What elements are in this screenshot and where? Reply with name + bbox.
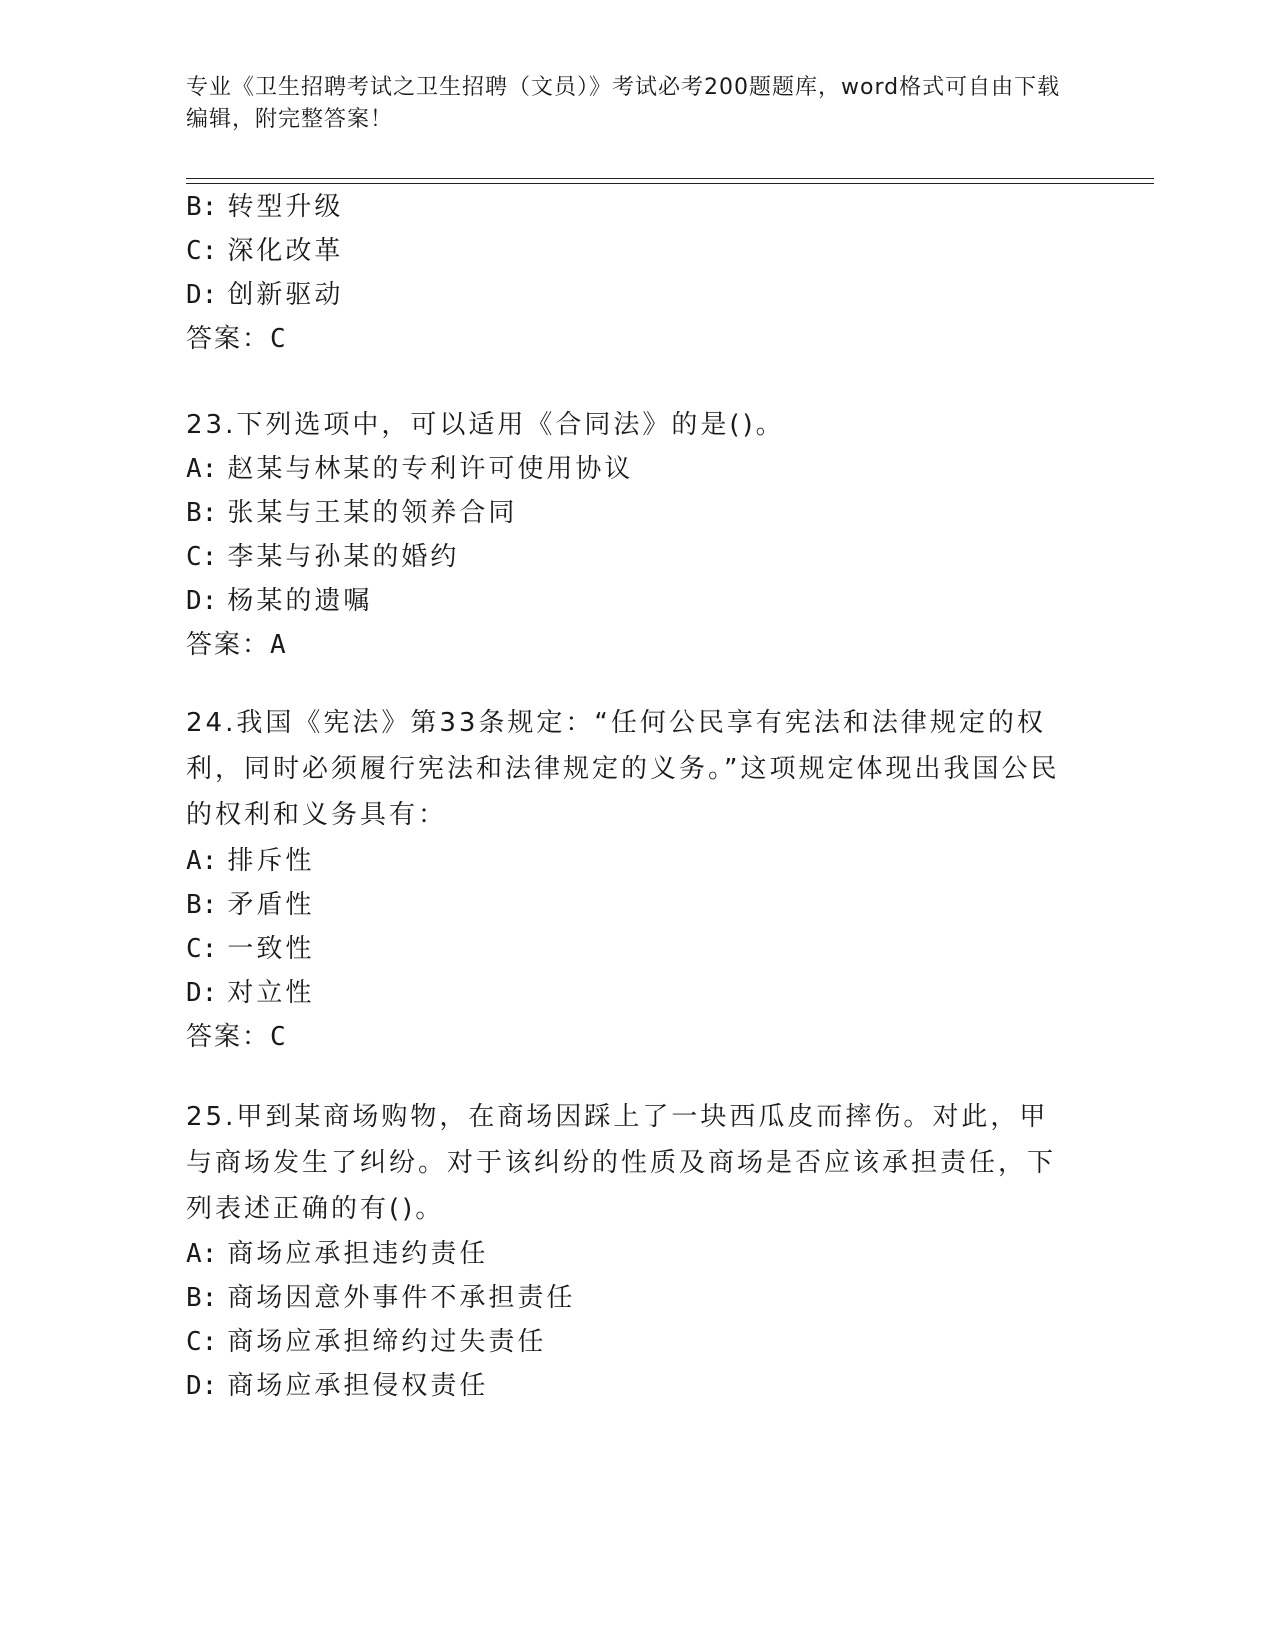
option-text: 李某与孙某的婚约 (227, 542, 460, 572)
answer-key: C (270, 324, 288, 354)
option-label: C: (186, 1327, 218, 1357)
option-text: 商场应承担侵权责任 (227, 1371, 489, 1401)
q23-question: 23.下列选项中，可以适用《合同法》的是()。 (186, 410, 785, 440)
q25-question: 25.甲到某商场购物，在商场因踩上了一块西瓜皮而摔伤。对此，甲与商场发生了纠纷。对于该纠纷的性质及商场是否应该承担责任，下列表述正确的有()。 (186, 1102, 1057, 1224)
q25-option-d (186, 1371, 488, 1401)
option-label: D: (186, 1371, 218, 1401)
answer-prefix: 答案： (186, 1022, 271, 1052)
q23-option-c (186, 542, 459, 572)
answer-prefix: 答案： (186, 630, 271, 660)
option-text: 排斥性 (227, 846, 315, 876)
option-text: 创新驱动 (227, 280, 344, 310)
header-divider-top (186, 178, 1154, 179)
answer-key: C (270, 1022, 288, 1052)
option-text: 商场应承担缔约过失责任 (227, 1327, 547, 1357)
q25-option-a (186, 1239, 488, 1269)
option-text: 商场因意外事件不承担责任 (227, 1283, 576, 1313)
q23-answer (186, 630, 288, 660)
option-label: D: (186, 280, 218, 310)
option-label: D: (186, 586, 218, 616)
q22-option-b (186, 192, 343, 222)
q23-option-a (186, 454, 633, 484)
option-text: 赵某与林某的专利许可使用协议 (227, 454, 634, 484)
q23-option-b (186, 498, 517, 528)
answer-prefix: 答案： (186, 324, 271, 354)
option-text: 转型升级 (227, 192, 344, 222)
option-label: B: (186, 498, 218, 528)
q22-option-c (186, 236, 343, 266)
q24-option-a (186, 846, 314, 876)
option-label: B: (186, 192, 218, 222)
option-text: 杨某的遗嘱 (227, 586, 373, 616)
q24-option-c (186, 934, 314, 964)
q23-option-d (186, 586, 372, 616)
option-label: D: (186, 978, 218, 1008)
option-label: A: (186, 1239, 218, 1269)
q22-option-d (186, 280, 343, 310)
option-label: C: (186, 236, 218, 266)
option-label: C: (186, 934, 218, 964)
q24-option-b (186, 890, 314, 920)
option-text: 一致性 (227, 934, 315, 964)
header-divider-bottom (186, 183, 1154, 184)
option-label: B: (186, 890, 218, 920)
q22-answer (186, 324, 288, 354)
option-text: 张某与王某的领养合同 (227, 498, 518, 528)
q24-option-d (186, 978, 314, 1008)
q25-option-b (186, 1283, 575, 1313)
answer-key: A (270, 630, 288, 660)
option-label: C: (186, 542, 218, 572)
option-text: 对立性 (227, 978, 315, 1008)
q24-answer (186, 1022, 288, 1052)
document-header: 专业《卫生招聘考试之卫生招聘（文员）》考试必考200题题库，word格式可自由下载编辑，附完整答案！ (186, 75, 1061, 132)
option-text: 矛盾性 (227, 890, 315, 920)
option-label: B: (186, 1283, 218, 1313)
option-label: A: (186, 454, 218, 484)
option-text: 商场应承担违约责任 (227, 1239, 489, 1269)
option-text: 深化改革 (227, 236, 344, 266)
option-label: A: (186, 846, 218, 876)
q25-option-c (186, 1327, 546, 1357)
q24-question: 24.我国《宪法》第33条规定：“任何公民享有宪法和法律规定的权利，同时必须履行宪法和法律规定的义务。”这项规定体现出我国公民的权利和义务具有： (186, 708, 1060, 830)
